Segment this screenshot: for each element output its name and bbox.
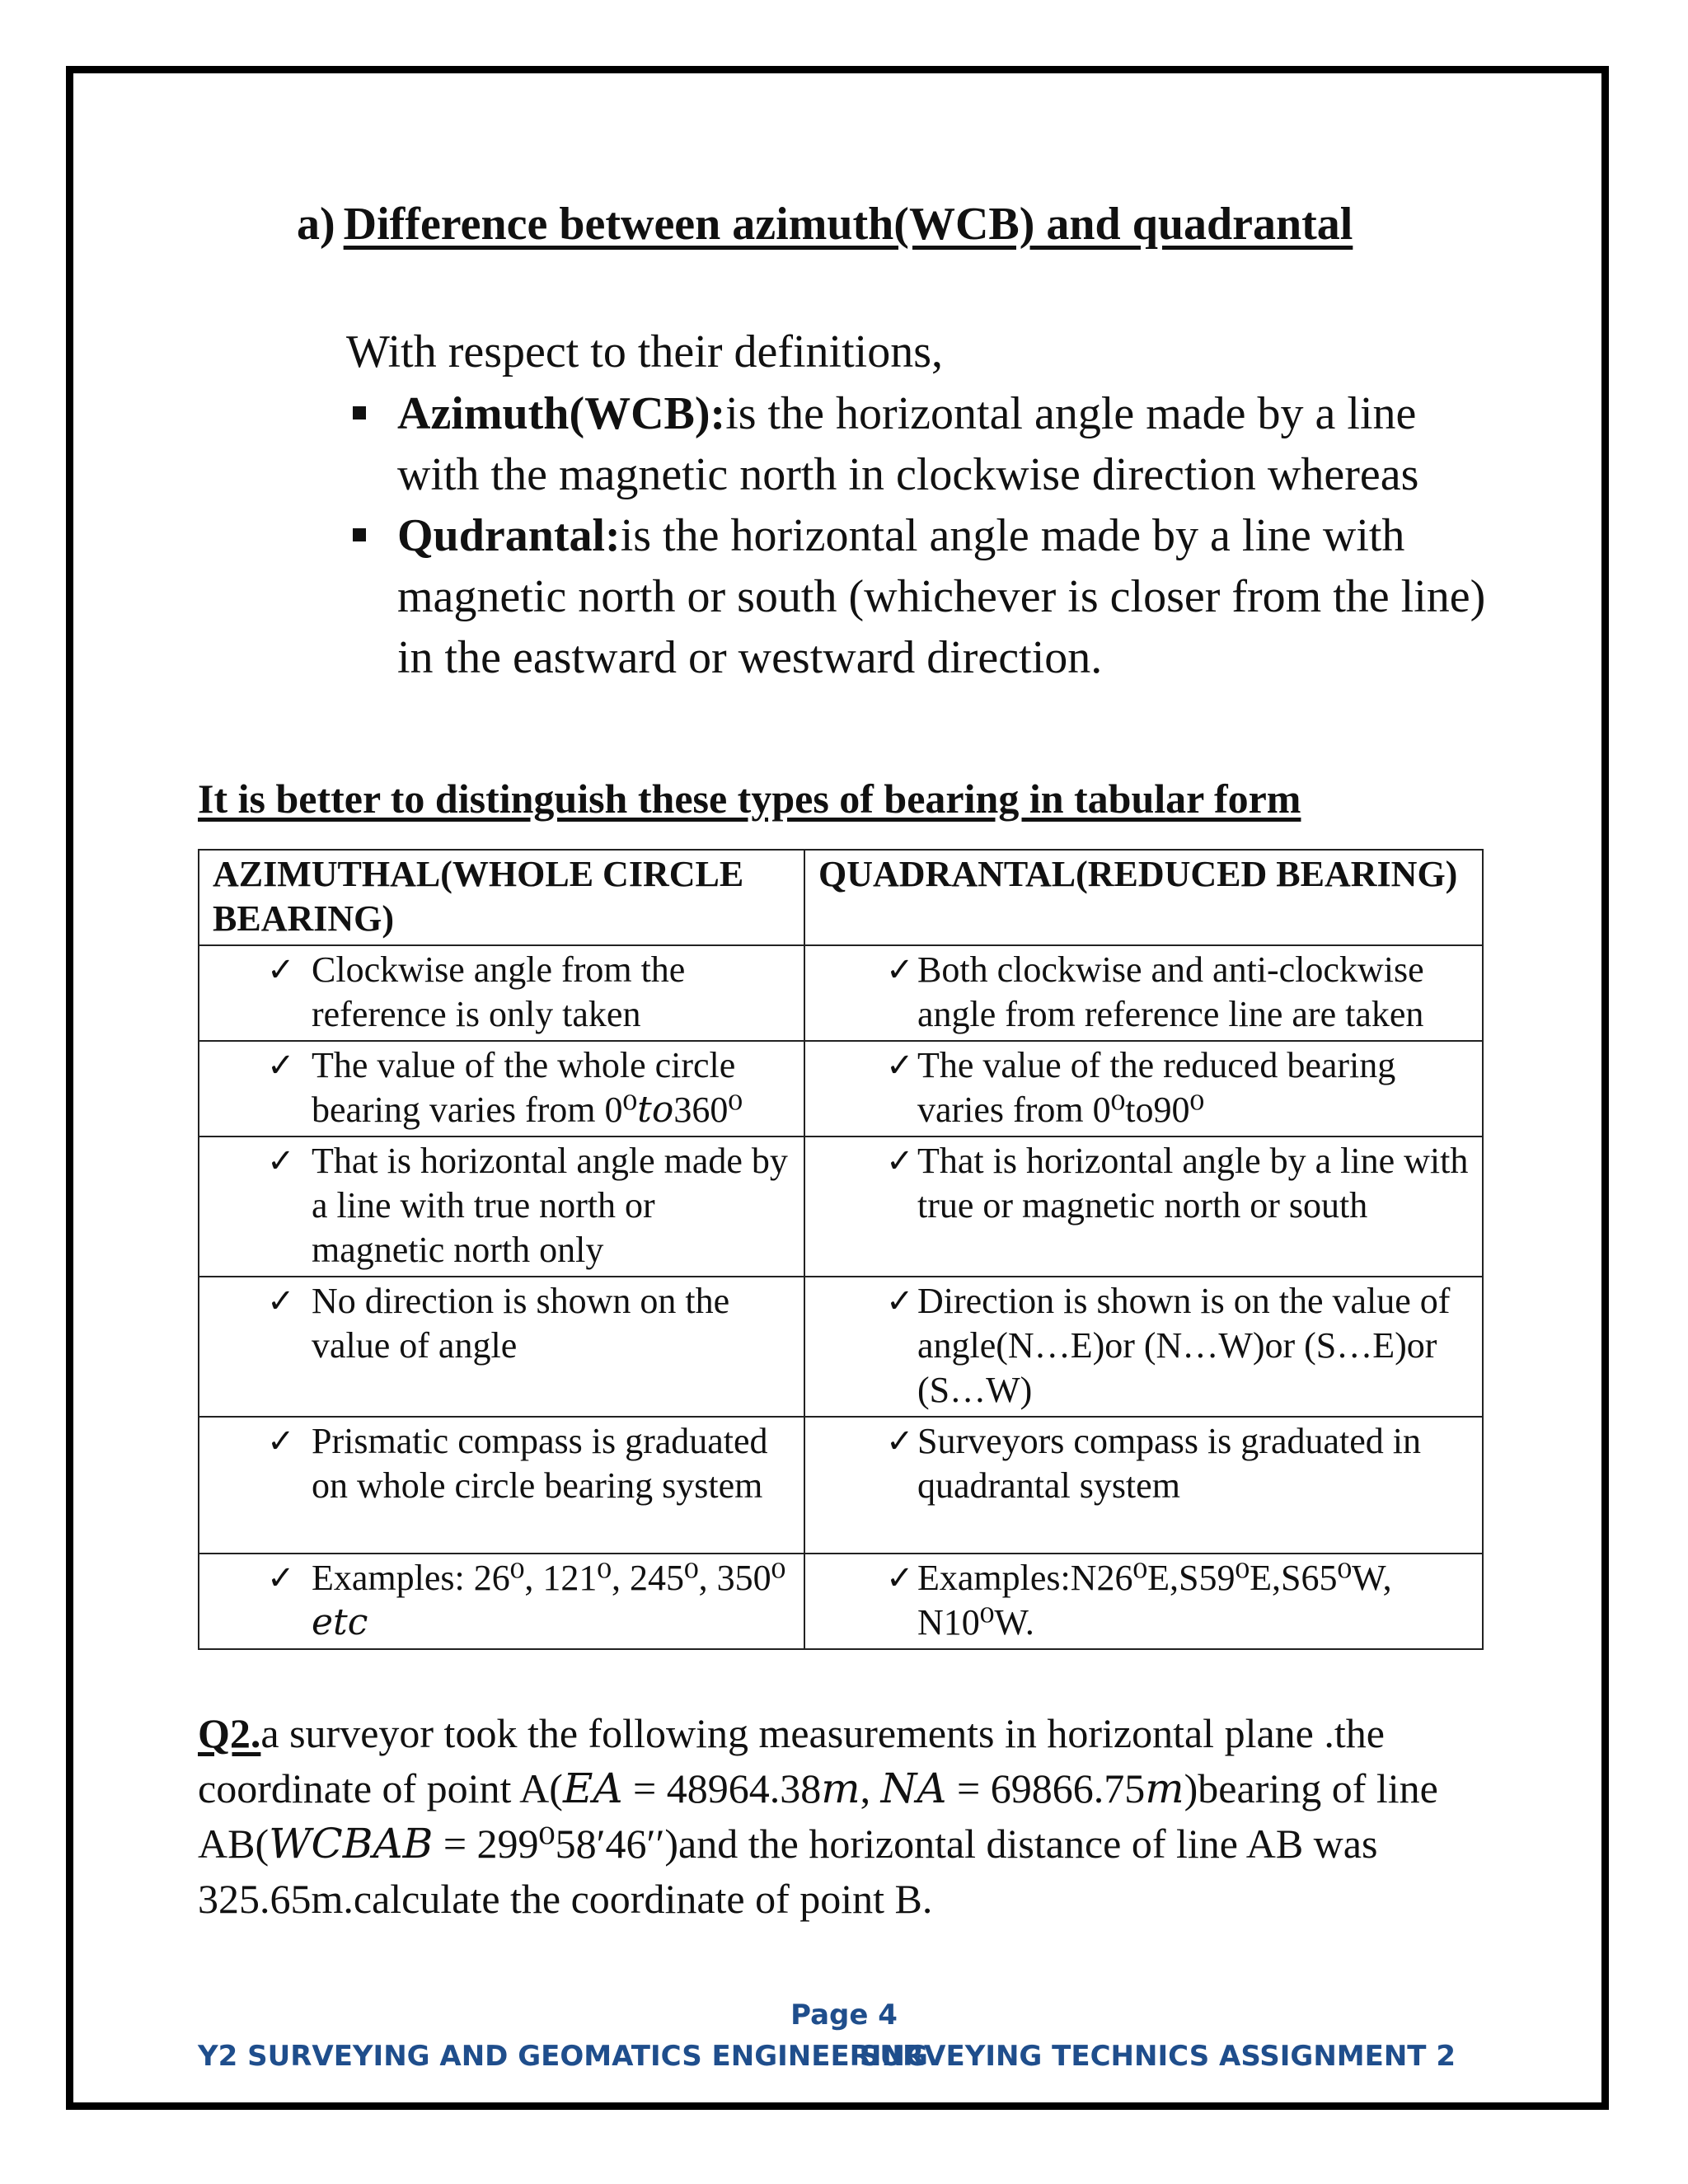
section-number: a) bbox=[297, 199, 335, 250]
checkmark-icon: ✓ bbox=[267, 1422, 295, 1460]
footer-left-text: Y2 SURVEYING AND GEOMATICS ENGINEERING bbox=[198, 2040, 928, 2073]
table-cell bbox=[804, 1554, 1483, 1649]
table-cell bbox=[804, 1041, 1483, 1137]
table-row bbox=[199, 945, 1483, 1041]
cell-text: No direction is shown on the value of angle bbox=[312, 1281, 730, 1366]
table-cell bbox=[199, 1041, 804, 1137]
table-cell bbox=[804, 945, 1483, 1041]
checkmark-icon: ✓ bbox=[267, 1047, 295, 1085]
table-header-row bbox=[199, 850, 1483, 945]
cell-text: Direction is shown is on the value of angle(N…E)or (N…W)or (S…E)or (S…W) bbox=[917, 1281, 1451, 1410]
cell-text: The value of the reduced bearing varies from 0⁰to90⁰ bbox=[917, 1045, 1396, 1130]
cell-text: That is horizontal angle by a line with true or magnetic north or south bbox=[917, 1141, 1469, 1226]
table-cell bbox=[199, 1277, 804, 1417]
table-intro: It is better to distinguish these types of bearing in tabular form bbox=[198, 776, 1301, 822]
header-azimuthal: AZIMUTHAL(WHOLE CIRCLE BEARING) bbox=[199, 850, 804, 945]
table-row bbox=[199, 1417, 1483, 1554]
checkmark-icon: ✓ bbox=[886, 1142, 914, 1180]
cell-text: Examples:N26⁰E,S59⁰E,S65⁰W, N10⁰W. bbox=[917, 1558, 1392, 1643]
table-cell bbox=[199, 945, 804, 1041]
cell-text: Surveyors compass is graduated in quadrantal system bbox=[917, 1421, 1421, 1506]
section-heading bbox=[297, 198, 1353, 251]
header-quadrantal: QUADRANTAL(REDUCED BEARING) bbox=[804, 850, 1483, 945]
definition-term: Qudrantal: bbox=[397, 510, 621, 561]
table-row bbox=[199, 1041, 1483, 1137]
square-bullet-icon bbox=[353, 406, 366, 419]
cell-text: Clockwise angle from the reference is only taken bbox=[312, 949, 686, 1034]
square-bullet-icon bbox=[353, 528, 366, 541]
checkmark-icon: ✓ bbox=[886, 1047, 914, 1085]
checkmark-icon: ✓ bbox=[886, 1559, 914, 1597]
table-cell bbox=[804, 1137, 1483, 1277]
comparison-table bbox=[198, 849, 1484, 1650]
definition-quadrantal bbox=[346, 505, 1500, 688]
section-title: Difference between azimuth(WCB) and quadrantal bbox=[343, 199, 1353, 250]
checkmark-icon: ✓ bbox=[267, 1559, 295, 1597]
checkmark-icon: ✓ bbox=[886, 1422, 914, 1460]
table-cell bbox=[199, 1417, 804, 1554]
cell-text: Prismatic compass is graduated on whole circle bearing system bbox=[312, 1421, 768, 1506]
table-row bbox=[199, 1137, 1483, 1277]
definition-text: is the horizontal angle made by a line with the magnetic north in clockwise direction whereas bbox=[397, 388, 1419, 500]
cell-text: The value of the whole circle bearing varies from 0⁰𝑡𝑜360⁰ bbox=[312, 1045, 743, 1130]
table-row bbox=[199, 1277, 1483, 1417]
definition-term: Azimuth(WCB): bbox=[397, 388, 726, 439]
checkmark-icon: ✓ bbox=[267, 1142, 295, 1180]
intro-text: With respect to their definitions, bbox=[346, 326, 944, 377]
checkmark-icon: ✓ bbox=[267, 1282, 295, 1320]
table-cell bbox=[199, 1137, 804, 1277]
definition-text: is the horizontal angle made by a line with magnetic north or south (whichever is closer from the line) in the eastward or westward direction. bbox=[397, 510, 1486, 683]
table-cell bbox=[804, 1277, 1483, 1417]
table-cell bbox=[804, 1417, 1483, 1554]
question-label: Q2. bbox=[198, 1710, 261, 1756]
definition-list bbox=[346, 383, 1500, 688]
checkmark-icon: ✓ bbox=[886, 951, 914, 989]
cell-text: Both clockwise and anti-clockwise angle from reference line are taken bbox=[917, 949, 1424, 1034]
page-number: Page 4 bbox=[790, 1999, 898, 2032]
table-row bbox=[199, 1554, 1483, 1649]
checkmark-icon: ✓ bbox=[886, 1282, 914, 1320]
cell-text: That is horizontal angle made by a line with true north or magnetic north only bbox=[312, 1141, 788, 1270]
checkmark-icon: ✓ bbox=[267, 951, 295, 989]
question-text: a surveyor took the following measurements in horizontal plane .the coordinate of point A(𝐸𝐴 = 48964.38𝑚, 𝑁𝐴 = 69866.75𝑚)bearing of line AB(𝑊𝐶𝐵𝐴𝐵 = 299⁰58′46′′)and the horizontal distance of line AB was 325.65m.calculate the coordinate of point B. bbox=[198, 1710, 1438, 1922]
definition-azimuth bbox=[346, 383, 1500, 505]
cell-text: Examples: 26⁰, 121⁰, 245⁰, 350⁰ 𝑒𝑡𝑐 bbox=[312, 1558, 786, 1643]
footer-right-text: SURVEYING TECHNICS ASSIGNMENT 2 bbox=[859, 2040, 1456, 2073]
table-cell bbox=[199, 1554, 804, 1649]
question-block bbox=[198, 1706, 1484, 1927]
